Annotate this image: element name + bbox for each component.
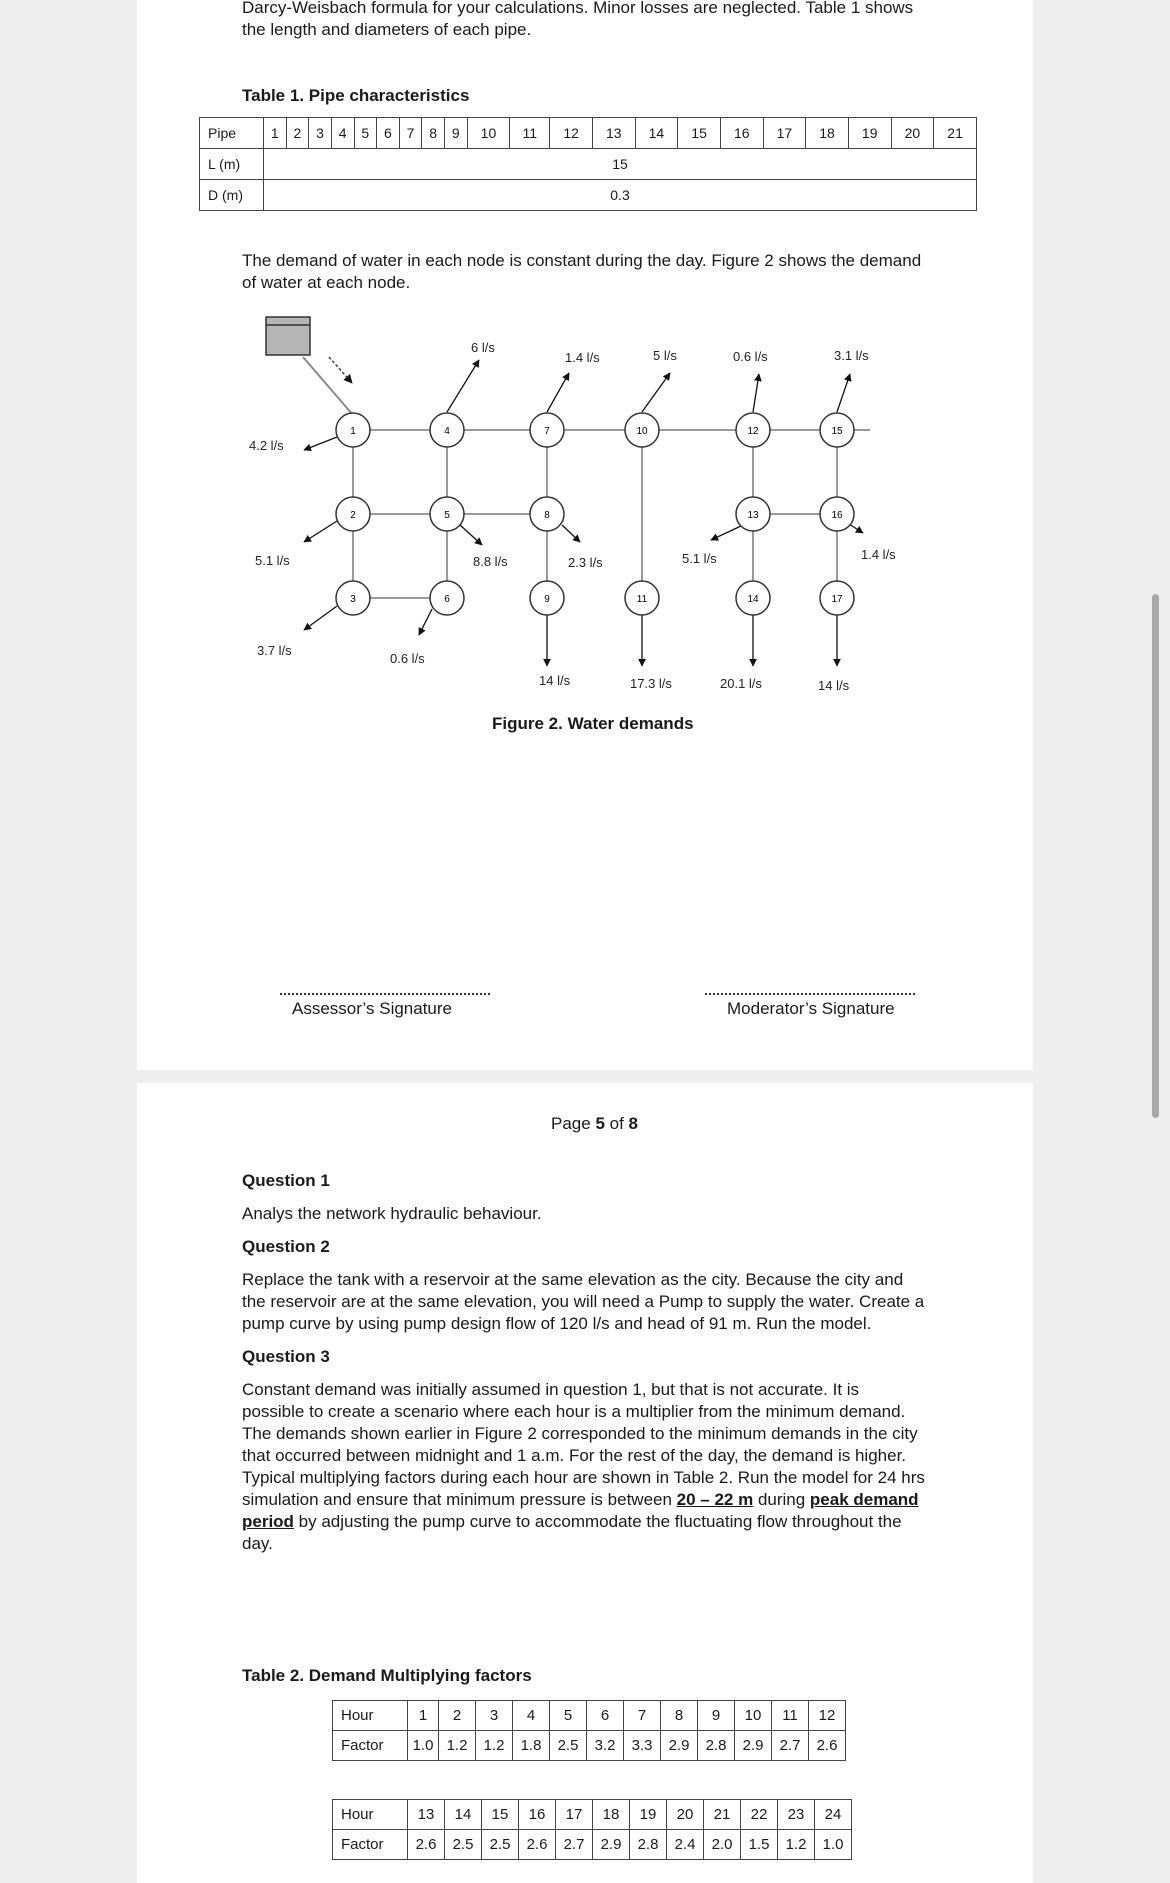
demand-label-n14: 20.1 l/s <box>720 676 762 691</box>
arrow-n13 <box>711 526 741 540</box>
demand-factors-table-hours-13-24 <box>332 1799 852 1860</box>
demand-label-n16: 1.4 l/s <box>861 547 896 562</box>
demand-label-n1: 4.2 l/s <box>249 438 284 453</box>
question-1-title: Question 1 <box>242 1171 330 1190</box>
arrow-n16 <box>849 524 863 533</box>
demand-factors-table-hours-1-12 <box>332 1700 846 1761</box>
svg-text:14: 14 <box>747 594 759 605</box>
pipe-cell: 15 <box>678 118 721 149</box>
hour-cell: 13 <box>408 1800 445 1830</box>
question-1-text: Analys the network hydraulic behaviour. <box>242 1204 542 1223</box>
factor-cell: 3.2 <box>587 1731 624 1761</box>
node-12 <box>736 413 770 447</box>
question-3-line-7: period by adjusting the pump curve to accommodate the fluctuating flow throughout the <box>242 1512 902 1531</box>
node-1 <box>336 413 370 447</box>
node-16 <box>820 497 854 531</box>
moderator-signature-label: Moderator’s Signature <box>727 999 895 1018</box>
node-15 <box>820 413 854 447</box>
node-17 <box>820 581 854 615</box>
factor-cell: 2.8 <box>630 1830 667 1860</box>
demand-label-n11: 17.3 l/s <box>630 676 672 691</box>
pipe-cell: 20 <box>891 118 934 149</box>
arrow-n1 <box>304 437 337 450</box>
page-total: 8 <box>628 1114 638 1133</box>
moderator-signature-line <box>705 993 915 995</box>
pipe-cell: 19 <box>848 118 891 149</box>
question-3-line-3: The demands shown earlier in Figure 2 corresponded to the minimum demands in the city <box>242 1424 918 1443</box>
pipe-cell: 12 <box>550 118 593 149</box>
factor-cell: 1.2 <box>778 1830 815 1860</box>
intro-text-line-2: the length and diameters of each pipe. <box>242 20 532 39</box>
document-page-5 <box>137 1083 1033 1883</box>
length-value: 15 <box>264 149 977 180</box>
page-label: Page <box>551 1114 596 1133</box>
demand-label-n17: 14 l/s <box>818 678 850 693</box>
factor-label: Factor <box>333 1731 408 1761</box>
arrow-n15 <box>837 374 850 412</box>
question-2-line-1: Replace the tank with a reservoir at the same elevation as the city. Because the city and <box>242 1270 904 1289</box>
factor-cell: 2.5 <box>550 1731 587 1761</box>
node-4 <box>430 413 464 447</box>
period-emphasis: period <box>242 1512 294 1531</box>
factor-cell: 1.8 <box>513 1731 550 1761</box>
pipe-cell: 18 <box>806 118 849 149</box>
arrow-n6 <box>419 609 432 635</box>
factor-cell: 2.6 <box>519 1830 556 1860</box>
factor-cell: 2.9 <box>661 1731 698 1761</box>
demand-text-line-1: The demand of water in each node is constant during the day. Figure 2 shows the demand <box>242 251 922 270</box>
hour-cell: 22 <box>741 1800 778 1830</box>
pipe-cell: 8 <box>422 118 445 149</box>
page-current: 5 <box>595 1114 605 1133</box>
hour-cell: 18 <box>593 1800 630 1830</box>
svg-text:7: 7 <box>544 426 550 437</box>
question-3-line-6: simulation and ensure that minimum pressure is between 20 – 22 m during peak demand <box>242 1490 919 1509</box>
demand-label-n4: 6 l/s <box>471 340 495 355</box>
hour-row <box>333 1800 852 1830</box>
svg-text:15: 15 <box>831 426 843 437</box>
hour-cell: 5 <box>550 1701 587 1731</box>
hour-cell: 17 <box>556 1800 593 1830</box>
question-2-title: Question 2 <box>242 1237 330 1256</box>
pressure-range-emphasis: 20 – 22 m <box>676 1490 754 1509</box>
node-7 <box>530 413 564 447</box>
hour-cell: 12 <box>809 1701 846 1731</box>
arrow-n5 <box>460 525 482 545</box>
svg-text:5: 5 <box>444 510 450 521</box>
assessor-signature-line <box>280 993 490 995</box>
node-3 <box>336 581 370 615</box>
demand-label-n8: 2.3 l/s <box>568 555 603 570</box>
svg-text:1: 1 <box>350 426 356 437</box>
demand-text-line-2: of water at each node. <box>242 273 411 292</box>
node-8 <box>530 497 564 531</box>
factor-row <box>333 1731 846 1761</box>
intro-text-line-1: Darcy-Weisbach formula for your calculations. Minor losses are neglected. Table 1 shows <box>242 0 914 17</box>
svg-text:11: 11 <box>636 594 648 605</box>
arrow-n7 <box>547 373 569 412</box>
diameter-row-label: D (m) <box>200 180 264 211</box>
factor-cell: 2.5 <box>482 1830 519 1860</box>
length-row-label: L (m) <box>200 149 264 180</box>
svg-text:2: 2 <box>350 510 356 521</box>
pipe-cell: 5 <box>354 118 377 149</box>
pipe-cell: 6 <box>377 118 400 149</box>
hour-cell: 19 <box>630 1800 667 1830</box>
factor-cell: 2.6 <box>809 1731 846 1761</box>
question-3-line-5: Typical multiplying factors during each hour are shown in Table 2. Run the model for 24 hrs <box>242 1468 925 1487</box>
factor-label: Factor <box>333 1830 408 1860</box>
node-6 <box>430 581 464 615</box>
question-3-line-4: that occurred between midnight and 1 a.m. For the rest of the day, the demand is higher. <box>242 1446 907 1465</box>
hour-cell: 9 <box>698 1701 735 1731</box>
factor-cell: 1.5 <box>741 1830 778 1860</box>
pipe-cell: 9 <box>445 118 468 149</box>
hour-cell: 1 <box>408 1701 439 1731</box>
node-14 <box>736 581 770 615</box>
demand-label-n6: 0.6 l/s <box>390 651 425 666</box>
hour-cell: 15 <box>482 1800 519 1830</box>
hour-cell: 7 <box>624 1701 661 1731</box>
demand-label-n15: 3.1 l/s <box>834 348 869 363</box>
pipe-cell: 13 <box>592 118 635 149</box>
pipe-row-label: Pipe <box>200 118 264 149</box>
pipe-cell: 1 <box>264 118 287 149</box>
hour-cell: 3 <box>476 1701 513 1731</box>
diameter-value: 0.3 <box>264 180 977 211</box>
arrow-n3 <box>304 606 337 630</box>
factor-cell: 3.3 <box>624 1731 661 1761</box>
node-2 <box>336 497 370 531</box>
hour-cell: 6 <box>587 1701 624 1731</box>
pipe-cell: 7 <box>399 118 422 149</box>
page-number <box>551 1113 638 1135</box>
tank-icon <box>266 317 310 355</box>
factor-cell: 1.0 <box>815 1830 852 1860</box>
demand-label-n3: 3.7 l/s <box>257 643 292 658</box>
question-3-line-2: possible to create a scenario where each hour is a multiplier from the minimum demand. <box>242 1402 906 1421</box>
hour-cell: 2 <box>439 1701 476 1731</box>
pipe-cell: 3 <box>309 118 332 149</box>
demand-label-n10: 5 l/s <box>653 348 677 363</box>
figure2-caption: Figure 2. Water demands <box>492 714 694 733</box>
demand-label-n12: 0.6 l/s <box>733 349 768 364</box>
node-9 <box>530 581 564 615</box>
arrow-n4 <box>447 360 479 412</box>
page-of: of <box>604 1114 629 1133</box>
pipe-cell: 21 <box>934 118 977 149</box>
factor-cell: 2.9 <box>593 1830 630 1860</box>
demand-label-n5: 8.8 l/s <box>473 554 508 569</box>
svg-text:6: 6 <box>444 594 450 605</box>
factor-cell: 2.0 <box>704 1830 741 1860</box>
assessor-signature-label: Assessor’s Signature <box>292 999 453 1018</box>
factor-cell: 2.9 <box>735 1731 772 1761</box>
svg-text:17: 17 <box>831 594 843 605</box>
node-5 <box>430 497 464 531</box>
factor-cell: 2.6 <box>408 1830 445 1860</box>
tank-flow-arrow <box>329 357 352 383</box>
svg-text:3: 3 <box>350 594 356 605</box>
pipe-cell: 2 <box>286 118 309 149</box>
table2-caption: Table 2. Demand Multiplying factors <box>242 1666 532 1685</box>
hour-cell: 11 <box>772 1701 809 1731</box>
pipe-cell: 10 <box>467 118 510 149</box>
demand-label-n2: 5.1 l/s <box>255 553 290 568</box>
factor-cell: 2.7 <box>556 1830 593 1860</box>
question-2-line-3: pump curve by using pump design flow of 120 l/s and head of 91 m. Run the model. <box>242 1314 872 1333</box>
arrow-n2 <box>304 521 337 542</box>
factor-cell: 2.7 <box>772 1731 809 1761</box>
demand-label-n9: 14 l/s <box>539 673 571 688</box>
arrow-n10 <box>642 373 670 412</box>
hour-row <box>333 1701 846 1731</box>
hour-cell: 21 <box>704 1800 741 1830</box>
factor-cell: 2.8 <box>698 1731 735 1761</box>
pipe-cell: 14 <box>635 118 678 149</box>
question-3-line-8: day. <box>242 1534 273 1553</box>
hour-cell: 16 <box>519 1800 556 1830</box>
pipe-cell: 4 <box>331 118 354 149</box>
svg-text:9: 9 <box>544 594 550 605</box>
arrow-n8 <box>562 525 580 542</box>
question-2-line-2: the reservoir are at the same elevation, you will need a Pump to supply the water. Create a <box>242 1292 925 1311</box>
hour-cell: 24 <box>815 1800 852 1830</box>
hour-cell: 23 <box>778 1800 815 1830</box>
vertical-scrollbar[interactable] <box>1152 594 1159 1118</box>
factor-cell: 1.2 <box>439 1731 476 1761</box>
hour-cell: 8 <box>661 1701 698 1731</box>
table1-caption: Table 1. Pipe characteristics <box>242 86 470 105</box>
arrow-n12 <box>753 374 759 412</box>
factor-row <box>333 1830 852 1860</box>
svg-text:13: 13 <box>747 510 759 521</box>
water-demands-figure <box>137 0 1033 760</box>
demand-label-n13: 5.1 l/s <box>682 551 717 566</box>
document-page-4 <box>137 0 1033 1070</box>
svg-text:10: 10 <box>636 426 648 437</box>
question-3-title: Question 3 <box>242 1347 330 1366</box>
peak-demand-emphasis: peak demand <box>809 1490 919 1509</box>
svg-text:16: 16 <box>831 510 843 521</box>
node-13 <box>736 497 770 531</box>
hour-label: Hour <box>333 1800 408 1830</box>
demand-label-n7: 1.4 l/s <box>565 350 600 365</box>
factor-cell: 1.2 <box>476 1731 513 1761</box>
svg-text:12: 12 <box>747 426 759 437</box>
node-11 <box>625 581 659 615</box>
pipe-cell: 16 <box>720 118 763 149</box>
hour-cell: 20 <box>667 1800 704 1830</box>
factor-cell: 1.0 <box>408 1731 439 1761</box>
factor-cell: 2.4 <box>667 1830 704 1860</box>
hour-cell: 10 <box>735 1701 772 1731</box>
factor-cell: 2.5 <box>445 1830 482 1860</box>
node-10 <box>625 413 659 447</box>
tank-pipe <box>303 357 353 415</box>
pipe-cell: 17 <box>763 118 806 149</box>
svg-text:8: 8 <box>544 510 550 521</box>
hour-cell: 14 <box>445 1800 482 1830</box>
svg-text:4: 4 <box>444 426 450 437</box>
hour-cell: 4 <box>513 1701 550 1731</box>
pipe-cell: 11 <box>510 118 550 149</box>
hour-label: Hour <box>333 1701 408 1731</box>
question-3-line-1: Constant demand was initially assumed in question 1, but that is not accurate. It is <box>242 1380 860 1399</box>
